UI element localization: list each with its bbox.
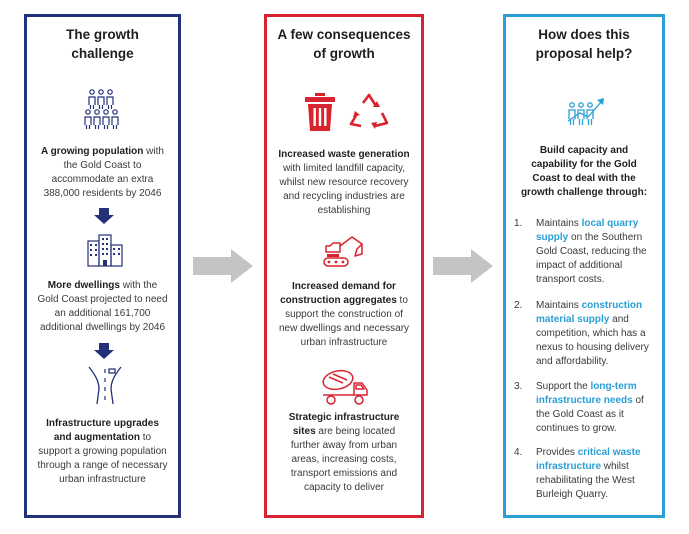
item-prefix: Support the [536,381,591,392]
people-growth-icon [566,97,606,127]
item-highlight-2: infrastructure needs [536,395,633,406]
infrastructure-text [33,417,172,487]
item-line-4: nexus to housing delivery [536,342,649,353]
item-highlight: local quarry [581,218,639,229]
title-line-1: The growth [66,27,139,42]
list-item [514,299,656,369]
title-line-1: A few consequences [277,27,411,42]
list-item-number: 4. [514,447,523,458]
list-item [514,446,656,502]
population-line-4: 388,000 residents by 2046 [43,188,162,199]
list-item [514,380,656,436]
infrastructure-line-3: support a growing population [38,446,167,457]
excavator-icon [322,234,366,268]
down-arrow-icon [93,208,115,224]
strategic-bold-1: Strategic infrastructure [288,412,400,423]
recycle-icon [349,93,389,131]
buildings-icon [85,233,125,267]
population-rest: with [143,146,164,157]
item-line-5: transport costs. [536,274,605,285]
growth-challenge-title [27,25,178,63]
aggregates-text [273,280,415,350]
infrastructure-line-5: urban infrastructure [59,474,146,485]
proposal-intro [512,144,656,200]
item-line-4: Burleigh Quarry. [536,489,609,500]
waste-line-5: establishing [317,205,371,216]
title-line-1: How does this [538,27,630,42]
population-line-2: the Gold Coast to [63,160,142,171]
aggregates-bold-1: Increased demand for [292,281,396,292]
waste-line-3: whilst new resource recovery [279,177,409,188]
intro-line-3: Coast to deal with the [532,173,636,184]
dwellings-bold: More dwellings [47,280,120,291]
aggregates-rest: to [396,295,408,306]
strategic-bold-2: sites [292,426,316,437]
road-icon [87,365,123,405]
strategic-line-4: areas, increasing costs, [291,454,397,465]
item-line-2: on the Southern [568,232,643,243]
list-item-number: 2. [514,300,523,311]
title-line-2: of growth [313,46,375,61]
waste-text [273,148,415,218]
item-highlight-2: material supply [536,314,610,325]
title-line-2: proposal help? [535,46,633,61]
right-arrow-icon [193,249,253,283]
infrastructure-bold-1: Infrastructure upgrades [46,418,159,429]
strategic-line-5: transport emissions and [290,468,398,479]
aggregates-bold-2: construction aggregates [280,295,397,306]
dwellings-line-4: additional dwellings by 2046 [39,322,166,333]
aggregates-line-4: new dwellings and necessary [278,323,410,334]
population-bold: A growing population [41,146,144,157]
intro-line-1: Build capacity and [539,145,629,156]
growth-challenge-panel [24,14,181,518]
strategic-sites-text [273,411,415,495]
infrastructure-rest: to [140,432,152,443]
dwellings-text [33,279,172,335]
title-line-2: challenge [71,46,134,61]
item-highlight: long-term [590,381,637,392]
aggregates-line-3: support the construction of [285,309,403,320]
right-arrow-icon [433,249,493,283]
infrastructure-line-4: through a range of necessary [37,460,168,471]
infrastructure-bold-2: and augmentation [53,432,140,443]
trash-bin-icon [305,93,335,131]
item-line-2: whilst [601,461,629,472]
intro-line-4: growth challenge through: [520,187,648,198]
strategic-line-3: further away from urban [290,440,398,451]
aggregates-line-5: urban infrastructure [300,337,388,348]
list-item [514,217,656,287]
waste-line-2: with limited landfill capacity, [282,163,406,174]
consequences-panel [264,14,424,518]
item-prefix: Provides [536,447,578,458]
waste-line-4: and recycling industries are [283,191,405,202]
consequences-title [267,25,421,63]
list-item-number: 3. [514,381,523,392]
item-line-4: continues to grow. [536,423,617,434]
list-item-number: 1. [514,218,523,229]
strategic-rest: are being located [315,426,396,437]
population-line-3: accommodate an extra [51,174,154,185]
item-line-3: rehabilitating the West [536,475,635,486]
waste-bold: Increased waste generation [278,149,410,160]
item-line-3: competition, which has a [536,328,646,339]
proposal-help-panel [503,14,665,518]
item-line-4: impact of additional [536,260,623,271]
item-line-2: and [609,314,629,325]
dwellings-line-2: Gold Coast projected to need [37,294,168,305]
population-text [33,145,172,201]
item-line-5: and affordability. [536,356,609,367]
intro-line-2: capability for the Gold [531,159,637,170]
down-arrow-icon [93,343,115,359]
strategic-line-6: capacity to deliver [303,482,385,493]
item-line-2: of [632,395,644,406]
people-group-icon [84,89,126,129]
item-highlight: construction [581,300,643,311]
item-highlight-2: supply [536,232,569,243]
item-prefix: Maintains [536,300,582,311]
item-line-3: Gold Coast, reducing the [536,246,647,257]
item-line-3: the Gold Coast as it [536,409,624,420]
dwellings-line-3: an additional 161,700 [54,308,151,319]
item-highlight-2: infrastructure [536,461,602,472]
item-highlight: critical waste [577,447,641,458]
cement-mixer-truck-icon [321,369,369,407]
dwellings-rest: with the [119,280,158,291]
proposal-help-title [506,25,662,63]
item-prefix: Maintains [536,218,582,229]
